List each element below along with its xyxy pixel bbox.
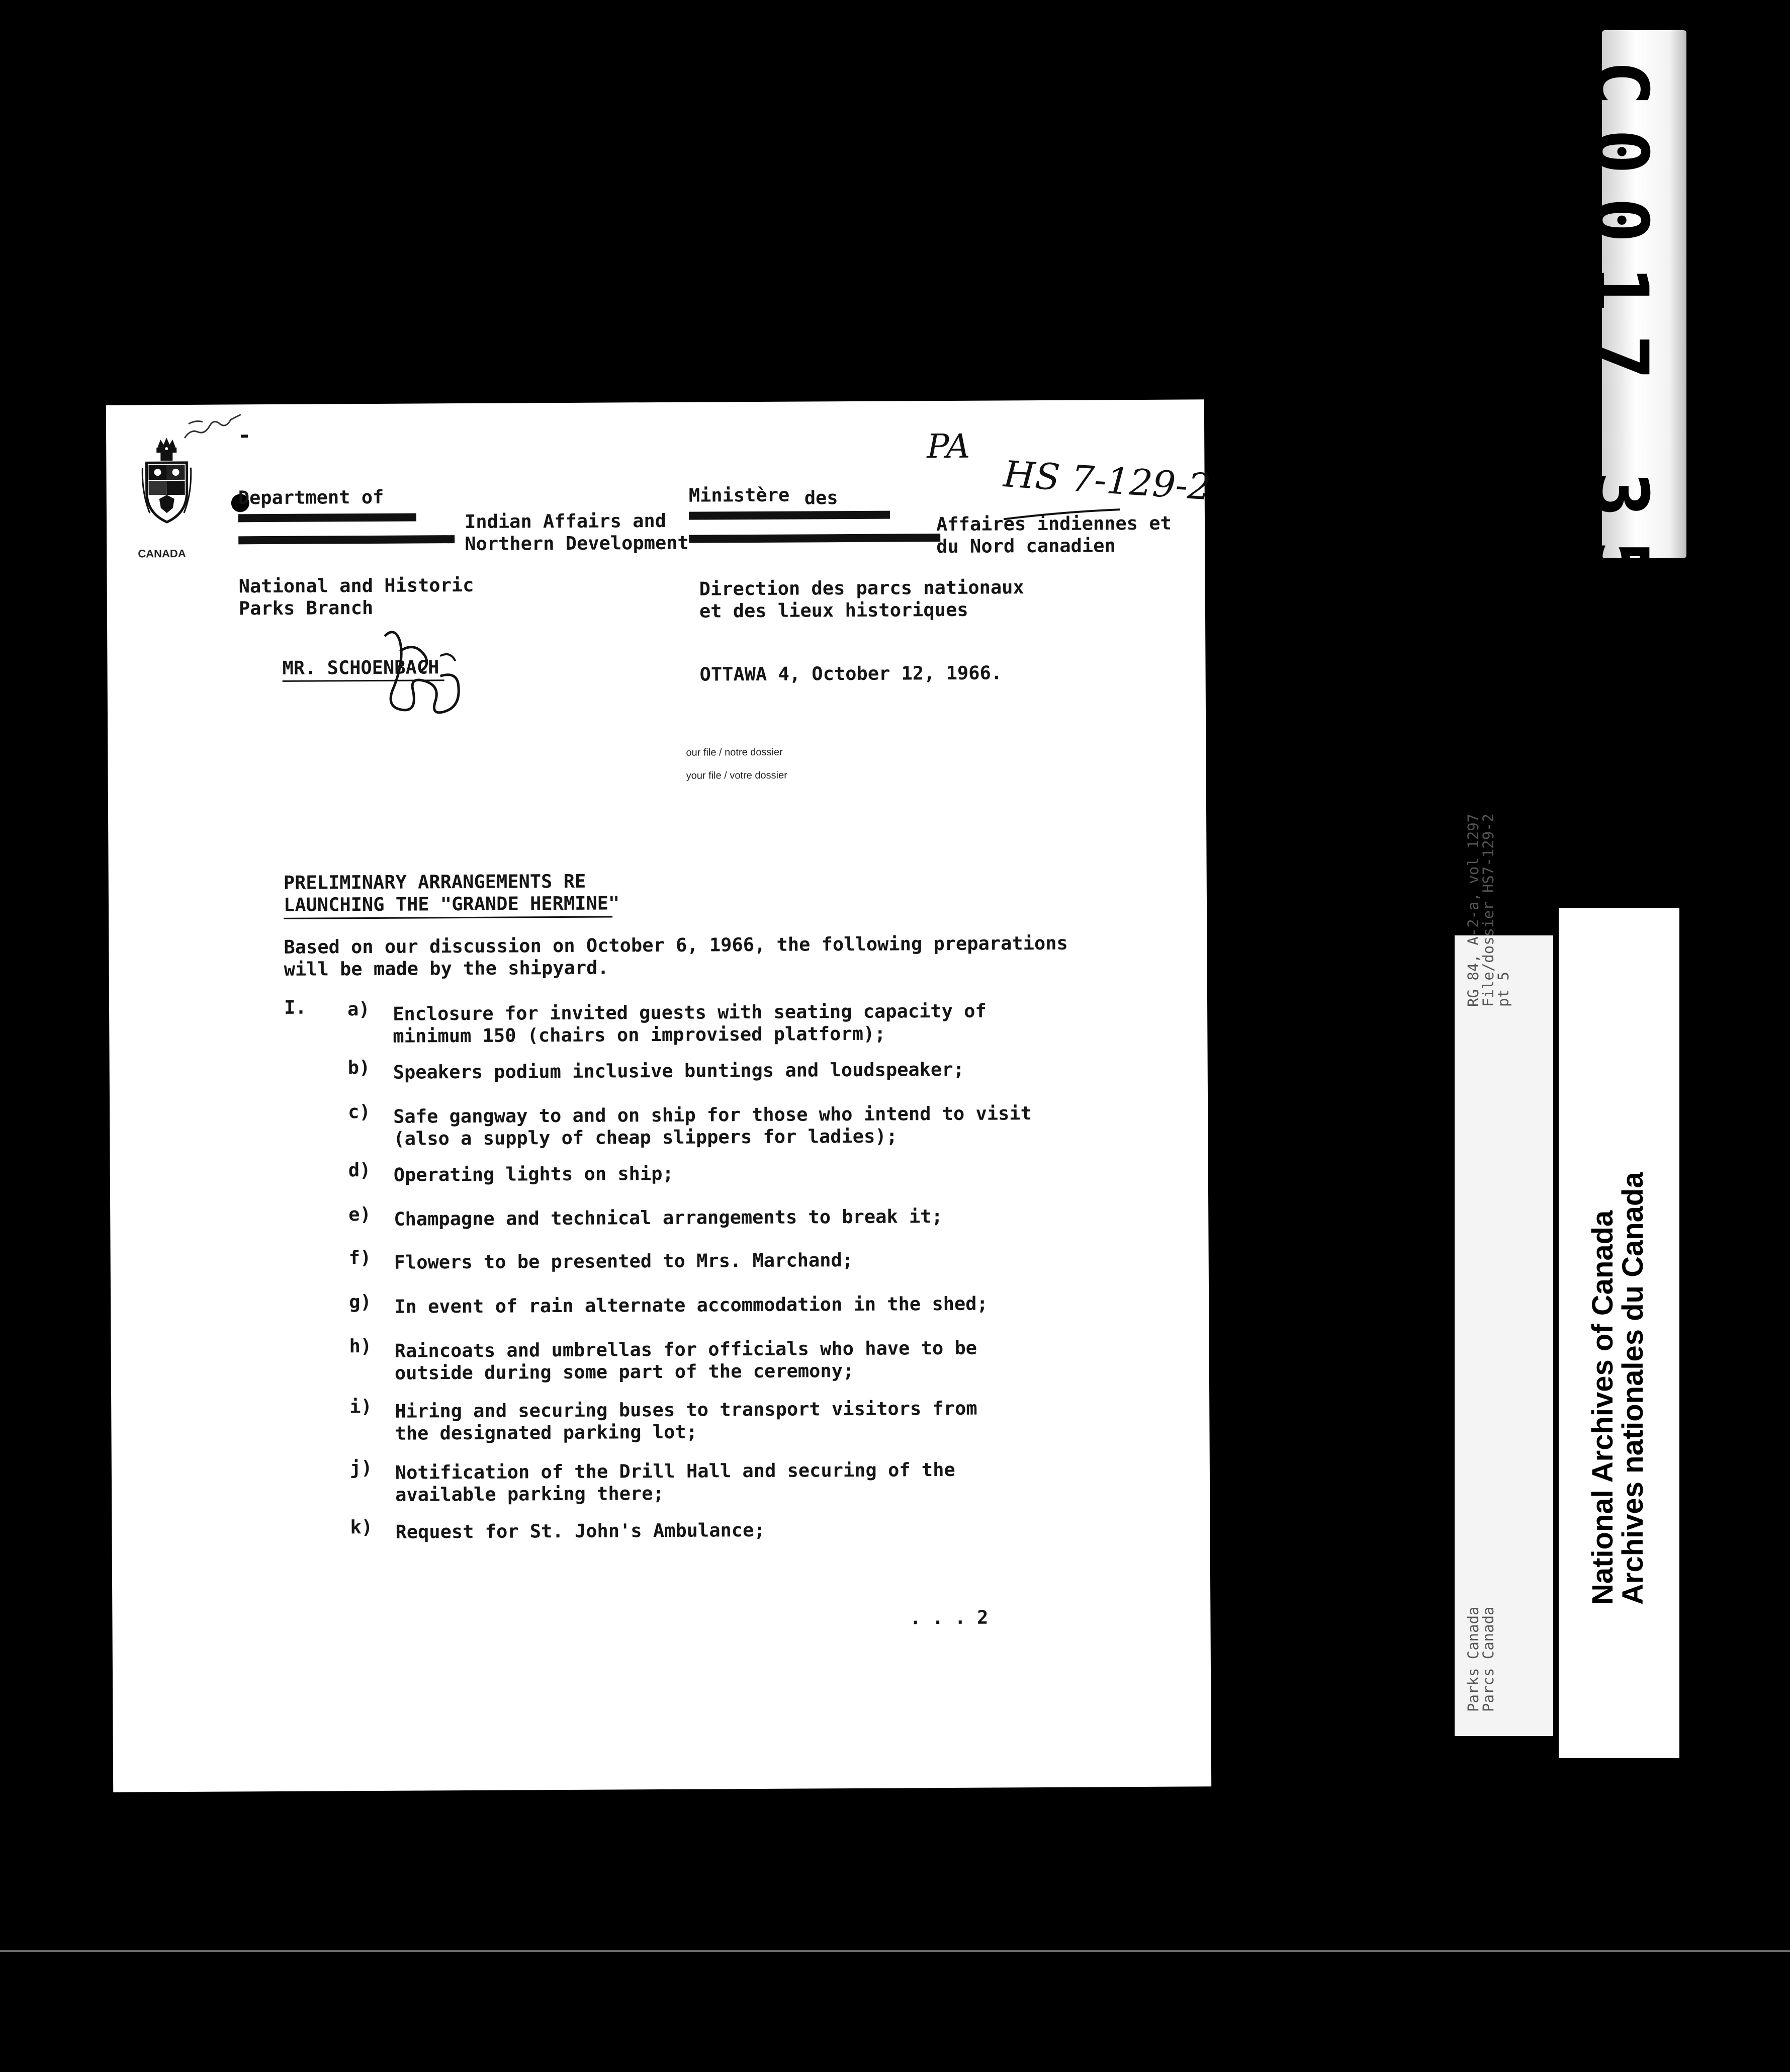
your-file-label: your file / votre dossier	[686, 769, 787, 782]
source-line: Parcs Canada	[1480, 1606, 1497, 1712]
item-text: (also a supply of cheap slippers for ladies);	[393, 1125, 898, 1150]
des-label: des	[804, 487, 838, 509]
item-text: In event of rain alternate accommodation in the shed;	[394, 1292, 988, 1318]
reference-lines	[1466, 814, 1511, 1007]
dept-en-line: Northern Development	[465, 532, 689, 555]
reference-line: File/dossier HS7-129-2	[1480, 813, 1497, 1007]
item-text: available parking there;	[395, 1482, 664, 1506]
item-text: Champagne and technical arrangements to break it;	[394, 1205, 943, 1230]
subject-line: PRELIMINARY ARRANGEMENTS RE	[283, 870, 586, 894]
handwritten-file-number: HS 7-129-2	[1002, 453, 1212, 508]
dept-fr-line: Affaires indiennes et	[936, 512, 1172, 536]
source-lines	[1466, 1606, 1496, 1712]
strikeout-bar	[238, 535, 455, 544]
signature-icon	[365, 621, 476, 722]
strikeout-bar	[689, 534, 940, 543]
reel-number: C0017 35	[1576, 60, 1664, 609]
item-text: Enclosure for invited guests with seating capacity of	[393, 1000, 987, 1025]
archive-name-label	[1559, 908, 1679, 1758]
item-text: Flowers to be presented to Mrs. Marchand;	[394, 1249, 854, 1273]
strikeout-bar	[238, 513, 416, 523]
place-date: OTTAWA 4, October 12, 1966.	[699, 662, 1003, 685]
item-text: Hiring and securing buses to transport visitors from	[395, 1397, 977, 1422]
intro-line: Based on our discussion on October 6, 1966, the following preparations	[284, 932, 1068, 958]
item-letter: i)	[349, 1395, 372, 1418]
item-letter: c)	[348, 1101, 371, 1123]
item-letter: j)	[349, 1456, 373, 1479]
strikeout-bar	[689, 511, 890, 520]
memo-page	[106, 399, 1211, 1792]
item-text: the designated parking lot;	[395, 1421, 698, 1444]
item-letter: f)	[348, 1246, 372, 1269]
item-text: minimum 150 (chairs on improvised platform);	[393, 1022, 886, 1047]
item-letter: k)	[350, 1516, 373, 1538]
section-number: I.	[284, 996, 307, 1018]
item-text: Safe gangway to and on ship for those who intend to visit	[393, 1102, 1032, 1128]
archive-name-en: National Archives of Canada	[1586, 1210, 1619, 1605]
item-text: Notification of the Drill Hall and securing of the	[395, 1458, 955, 1484]
ministere-label: Ministère	[688, 484, 790, 506]
item-text: Raincoats and umbrellas for officials who have to be	[394, 1337, 977, 1362]
branch-fr-line: et des lieux historiques	[699, 598, 968, 622]
item-letter: e)	[348, 1203, 371, 1226]
item-text: outside during some part of the ceremony;	[394, 1359, 854, 1384]
item-text: Operating lights on ship;	[393, 1162, 674, 1186]
item-text: Speakers podium inclusive buntings and loudspeaker;	[393, 1058, 964, 1083]
dept-fr-line: du Nord canadien	[936, 535, 1116, 558]
handwritten-initials: PA	[927, 426, 970, 466]
item-letter: h)	[349, 1335, 372, 1357]
item-text: Request for St. John's Ambulance;	[395, 1519, 765, 1543]
archival-reference-label	[1455, 813, 1553, 1736]
dept-of-label: Department of	[238, 486, 384, 509]
film-frame-rule	[0, 1950, 1790, 1952]
coat-caption: CANADA	[138, 547, 186, 560]
subject-line: LAUNCHING THE "GRANDE HERMINE"	[283, 892, 620, 916]
intro-line: will be made by the shipyard.	[284, 957, 609, 980]
addressee: MR. SCHOENBACH	[282, 656, 439, 679]
subject-underline	[284, 916, 612, 919]
source-line: Parks Canada	[1465, 1606, 1482, 1712]
reference-line: pt 5	[1495, 972, 1512, 1007]
handwritten-underline-icon	[1002, 507, 1122, 523]
branch-fr-line: Direction des parcs nationaux	[699, 576, 1024, 600]
item-letter: g)	[349, 1290, 372, 1313]
item-letter: b)	[347, 1057, 371, 1079]
coat-of-arms-icon	[141, 433, 192, 529]
reference-line: RG 84, A-2-a, vol 1297	[1465, 813, 1482, 1007]
dept-en-line: Indian Affairs and	[464, 509, 667, 533]
branch-en-line: National and Historic	[238, 574, 474, 597]
archive-name-fr: Archives nationales du Canada	[1617, 1172, 1649, 1605]
item-letter: d)	[348, 1159, 371, 1181]
continuation-marker: . . . 2	[910, 1606, 989, 1629]
branch-en-line: Parks Branch	[238, 596, 374, 620]
our-file-label: our file / notre dossier	[686, 746, 783, 758]
item-letter: a)	[347, 998, 370, 1020]
pencil-scribble-icon	[181, 408, 251, 444]
